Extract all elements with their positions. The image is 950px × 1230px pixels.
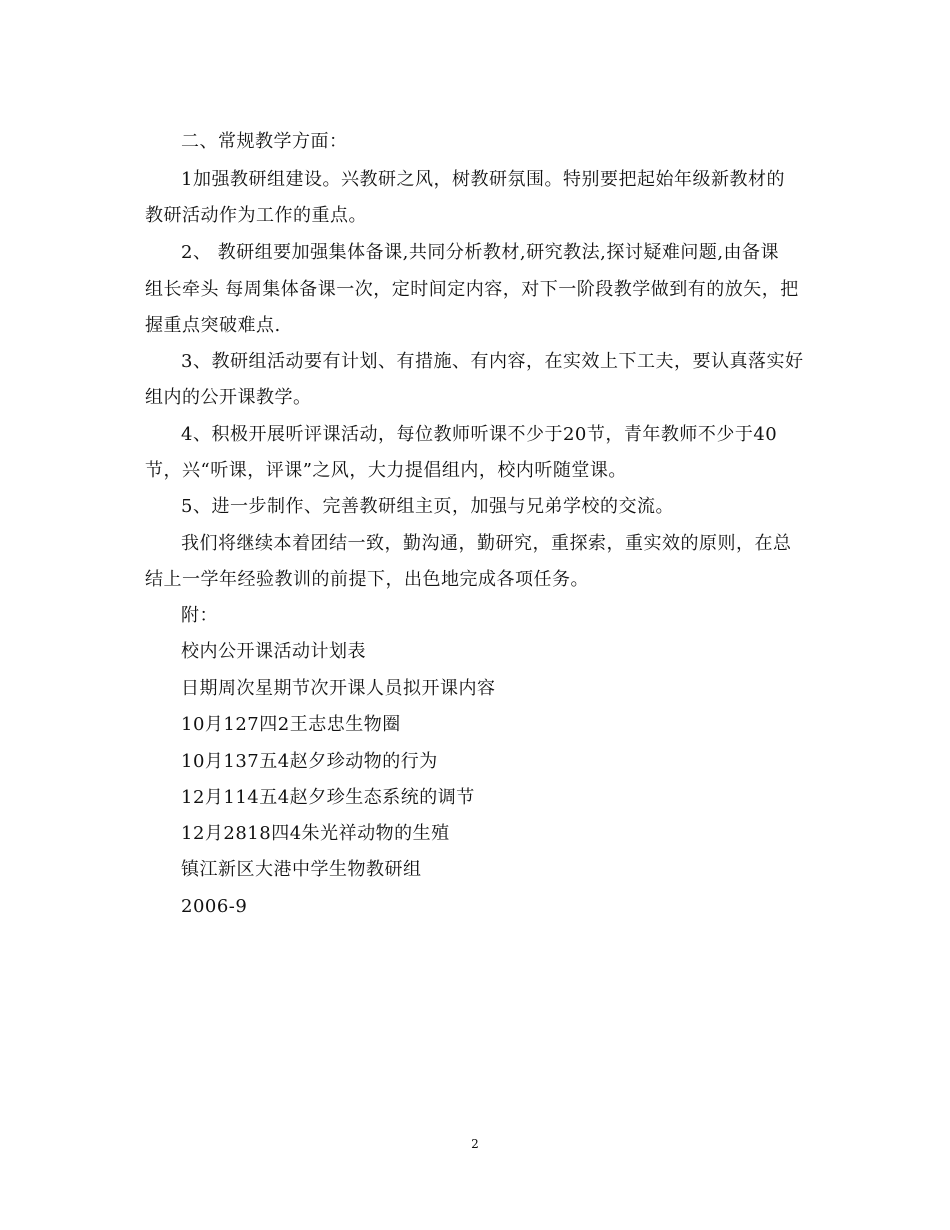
table-row: 10月137五4赵夕珍动物的行为 [181,751,438,772]
page-number: 2 [471,1137,479,1151]
table-row: 12月2818四4朱光祥动物的生殖 [181,823,450,844]
signature-org: 镇江新区大港中学生物教研组 [181,859,422,880]
table-title: 校内公开课活动计划表 [181,641,366,662]
paragraph-line: 握重点突破难点. [145,315,281,336]
paragraph-line: 5、进一步制作、完善教研组主页，加强与兄弟学校的交流。 [181,496,674,517]
paragraph-line: 结上一学年经验教训的前提下，出色地完成各项任务。 [145,569,589,590]
paragraph-line: 节，兴“听课，评课”之风，大力提倡组内，校内听随堂课。 [145,460,627,481]
appendix-label: 附： [181,605,218,626]
paragraph-line: 组内的公开课教学。 [145,387,312,408]
paragraph-line: 3、教研组活动要有计划、有措施、有内容，在实效上下工夫，要认真落实好 [181,351,804,372]
paragraph-line: 4、积极开展听评课活动，每位教师听课不少于20节，青年教师不少于40 [181,424,778,445]
table-row: 10月127四2王志忠生物圈 [181,714,401,735]
paragraph-line: 我们将继续本着团结一致，勤沟通，勤研究，重探索，重实效的原则，在总 [181,533,792,554]
paragraph-line: 1加强教研组建设。兴教研之风，树教研氛围。特别要把起始年级新教材的 [181,169,785,190]
signature-date: 2006-9 [181,896,248,917]
paragraph-line: 教研活动作为工作的重点。 [145,205,367,226]
section-heading: 二、常规教学方面： [181,131,348,152]
table-row: 12月114五4赵夕珍生态系统的调节 [181,787,475,808]
paragraph-line: 组长牵头 每周集体备课一次，定时间定内容，对下一阶段教学做到有的放矢，把 [145,279,799,300]
paragraph-line: 2、 教研组要加强集体备课,共同分析教材,研究教法,探讨疑难问题,由备课 [181,242,780,263]
table-header-row: 日期周次星期节次开课人员拟开课内容 [181,678,496,699]
